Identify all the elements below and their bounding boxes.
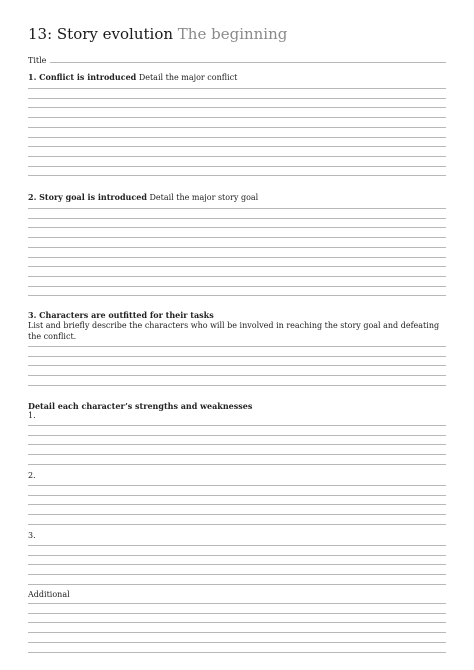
writing-line[interactable] bbox=[28, 652, 446, 653]
writing-line[interactable] bbox=[28, 286, 446, 287]
writing-line[interactable] bbox=[28, 276, 446, 277]
writing-line[interactable] bbox=[28, 504, 446, 505]
writing-line[interactable] bbox=[28, 385, 446, 386]
character-item-1-label: 1. bbox=[28, 411, 36, 420]
writing-line[interactable] bbox=[28, 156, 446, 157]
writing-line[interactable] bbox=[28, 375, 446, 376]
writing-line[interactable] bbox=[28, 495, 446, 496]
title-field-label: Title bbox=[28, 56, 47, 65]
writing-line[interactable] bbox=[28, 295, 446, 296]
section-goal-detail: Detail the major story goal bbox=[149, 193, 259, 202]
title-field-line[interactable] bbox=[50, 62, 446, 63]
writing-line[interactable] bbox=[28, 257, 446, 258]
writing-line[interactable] bbox=[28, 584, 446, 585]
section-conflict-detail: Detail the major conflict bbox=[138, 73, 238, 82]
section-strengths-heading bbox=[28, 401, 252, 412]
writing-line[interactable] bbox=[28, 622, 446, 623]
writing-line[interactable] bbox=[28, 435, 446, 436]
writing-line[interactable] bbox=[28, 227, 446, 228]
writing-line[interactable] bbox=[28, 464, 446, 465]
section-goal-heading bbox=[28, 192, 258, 203]
writing-line[interactable] bbox=[28, 524, 446, 525]
writing-line[interactable] bbox=[28, 545, 446, 546]
writing-line[interactable] bbox=[28, 613, 446, 614]
writing-line[interactable] bbox=[28, 137, 446, 138]
additional-label: Additional bbox=[28, 590, 70, 599]
writing-line[interactable] bbox=[28, 98, 446, 99]
writing-line[interactable] bbox=[28, 632, 446, 633]
writing-line[interactable] bbox=[28, 218, 446, 219]
section-goal-title: 2. Story goal is introduced bbox=[28, 192, 147, 202]
section-characters-description: List and briefly describe the characters who will be involved in reaching the story goal and defeating the conflict. bbox=[28, 321, 440, 341]
writing-line[interactable] bbox=[28, 356, 446, 357]
writing-line[interactable] bbox=[28, 564, 446, 565]
writing-line[interactable] bbox=[28, 237, 446, 238]
character-item-2-label: 2. bbox=[28, 471, 36, 480]
page-title-main: 13: Story evolution bbox=[28, 25, 174, 43]
section-conflict-title: 1. Conflict is introduced bbox=[28, 72, 137, 82]
writing-line[interactable] bbox=[28, 454, 446, 455]
writing-line[interactable] bbox=[28, 266, 446, 267]
writing-line[interactable] bbox=[28, 485, 446, 486]
writing-line[interactable] bbox=[28, 444, 446, 445]
writing-line[interactable] bbox=[28, 146, 446, 147]
writing-line[interactable] bbox=[28, 642, 446, 643]
writing-line[interactable] bbox=[28, 88, 446, 89]
writing-line[interactable] bbox=[28, 117, 446, 118]
writing-line[interactable] bbox=[28, 208, 446, 209]
writing-line[interactable] bbox=[28, 346, 446, 347]
writing-line[interactable] bbox=[28, 555, 446, 556]
writing-line[interactable] bbox=[28, 127, 446, 128]
character-item-3-label: 3. bbox=[28, 531, 36, 540]
section-strengths-title: Detail each character’s strengths and weaknesses bbox=[28, 401, 253, 411]
writing-line[interactable] bbox=[28, 365, 446, 366]
section-characters-title: 3. Characters are outfitted for their tasks bbox=[28, 310, 214, 320]
writing-line[interactable] bbox=[28, 514, 446, 515]
section-conflict-heading bbox=[28, 72, 237, 83]
writing-line[interactable] bbox=[28, 107, 446, 108]
writing-line[interactable] bbox=[28, 247, 446, 248]
writing-line[interactable] bbox=[28, 603, 446, 604]
writing-line[interactable] bbox=[28, 425, 446, 426]
writing-line[interactable] bbox=[28, 175, 446, 176]
page-title bbox=[28, 24, 287, 44]
writing-line[interactable] bbox=[28, 166, 446, 167]
writing-line[interactable] bbox=[28, 574, 446, 575]
page-title-subtitle: The beginning bbox=[177, 25, 288, 43]
